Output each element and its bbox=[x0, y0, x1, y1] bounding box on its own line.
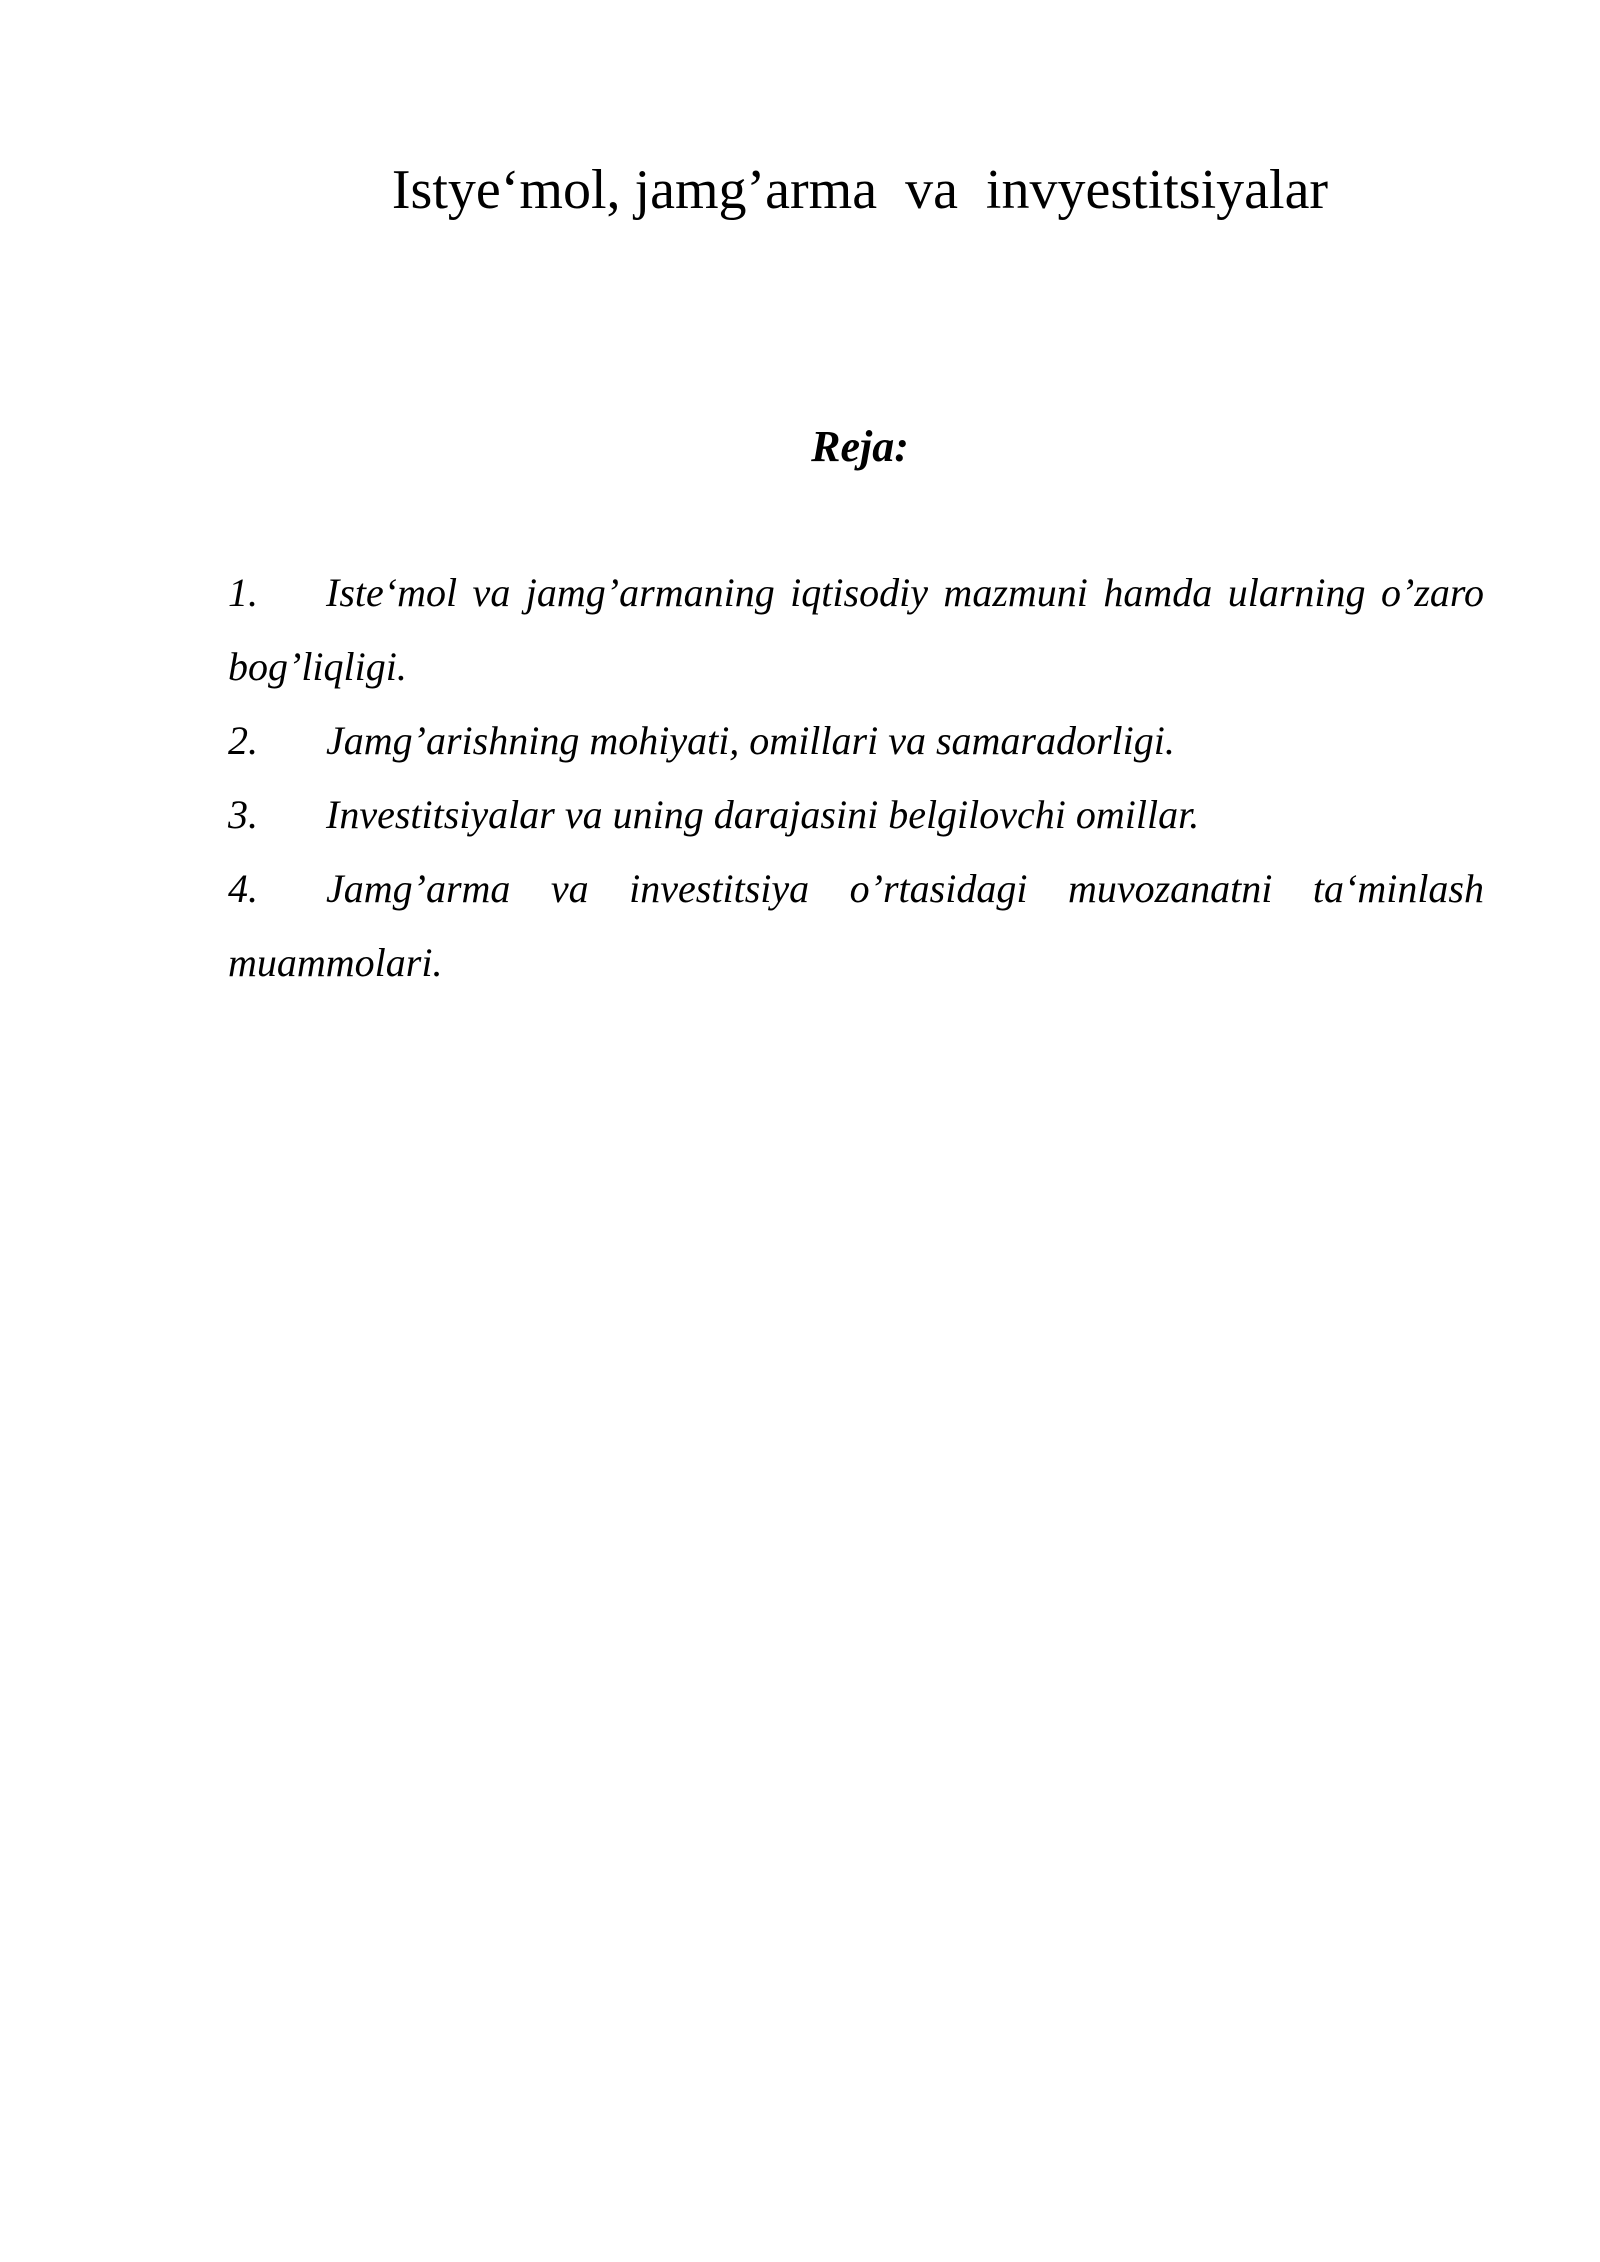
plan-item-number: 1. bbox=[228, 570, 258, 615]
plan-item-2 bbox=[228, 704, 1484, 778]
plan-item-number: 4. bbox=[228, 866, 258, 911]
plan-item-text: Jamg’arma va investitsiya o’rtasidagi muvozanatni ta‘minlash muammolari. bbox=[228, 866, 1484, 985]
plan-list bbox=[228, 556, 1484, 1000]
plan-item-text: Investitsiyalar va uning darajasini belgilovchi omillar. bbox=[326, 792, 1200, 837]
plan-item-text: Jamg’arishning mohiyati, omillari va samaradorligi. bbox=[326, 718, 1175, 763]
plan-item-1 bbox=[228, 556, 1484, 704]
plan-item-text: Iste‘mol va jamg’armaning iqtisodiy mazmuni hamda ularning o’zaro bog’liqligi. bbox=[228, 570, 1484, 689]
plan-item-3 bbox=[228, 778, 1484, 852]
plan-heading: Reja: bbox=[811, 422, 909, 471]
plan-item-number: 2. bbox=[228, 718, 258, 763]
plan-item-number: 3. bbox=[228, 792, 258, 837]
plan-item-4 bbox=[228, 852, 1484, 1000]
document-title: Istye‘mol, jamg’arma va invyestitsiyalar bbox=[391, 159, 1329, 221]
